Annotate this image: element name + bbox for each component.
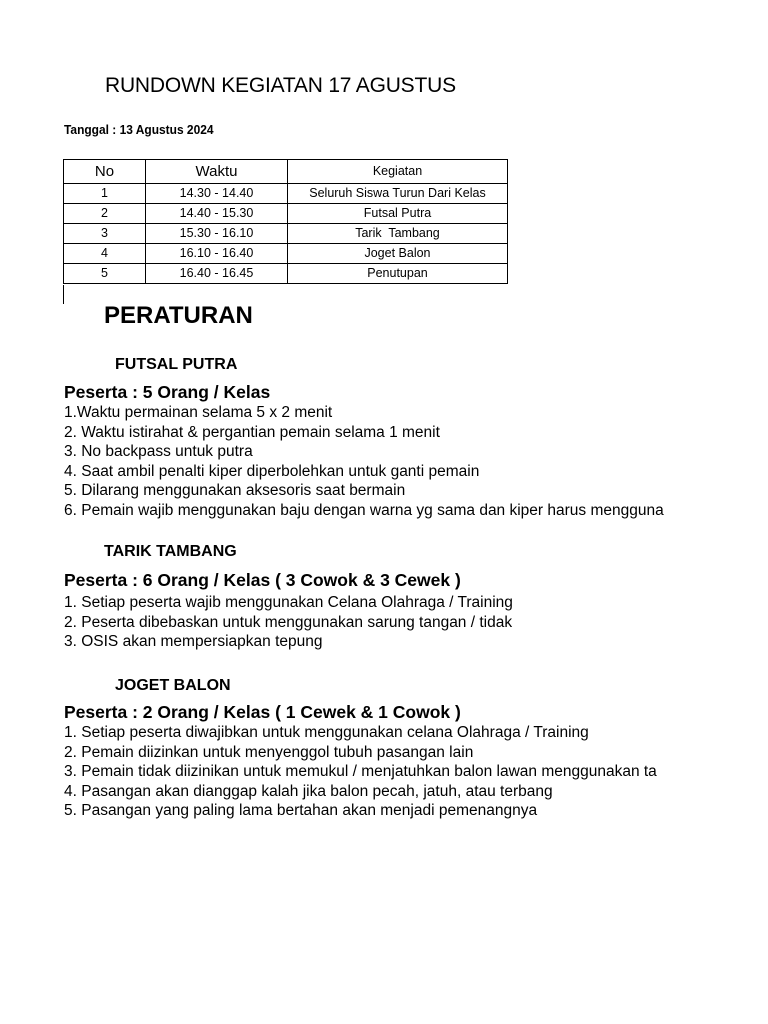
cell-no: 1 <box>64 184 146 204</box>
header-kegiatan: Kegiatan <box>288 160 508 184</box>
cell-kegiatan: Joget Balon <box>288 244 508 264</box>
rule-item: 5. Pasangan yang paling lama bertahan akan menjadi pemenangnya <box>64 802 538 819</box>
cell-waktu: 14.40 - 15.30 <box>146 204 288 224</box>
rule-item: 2. Pemain diizinkan untuk menyenggol tubuh pasangan lain <box>64 743 474 761</box>
cell-no: 5 <box>64 264 146 284</box>
rundown-table <box>63 159 508 284</box>
table-header-row <box>64 160 508 184</box>
cell-waktu: 14.30 - 14.40 <box>146 184 288 204</box>
joget-peserta: Peserta : 2 Orang / Kelas ( 1 Cewek & 1 Cowok ) <box>64 702 461 722</box>
cell-kegiatan: Tarik Tambang <box>288 224 508 244</box>
tarik-peserta: Peserta : 6 Orang / Kelas ( 3 Cowok & 3 Cewek ) <box>64 570 461 590</box>
rule-item: 2. Waktu istirahat & pergantian pemain selama 1 menit <box>64 423 440 441</box>
cell-no: 2 <box>64 204 146 224</box>
cell-no: 4 <box>64 244 146 264</box>
joget-heading: JOGET BALON <box>115 677 231 694</box>
rule-item: 3. OSIS akan mempersiapkan tepung <box>64 633 323 650</box>
document-title: RUNDOWN KEGIATAN 17 AGUSTUS <box>105 74 456 97</box>
cell-kegiatan: Seluruh Siswa Turun Dari Kelas <box>288 184 508 204</box>
rule-item: 3. No backpass untuk putra <box>64 443 253 460</box>
tarik-heading: TARIK TAMBANG <box>104 543 237 560</box>
futsal-peserta: Peserta : 5 Orang / Kelas <box>64 382 271 402</box>
rule-item: 1. Setiap peserta wajib menggunakan Celana Olahraga / Training <box>64 594 513 611</box>
table-row <box>64 244 508 264</box>
header-no: No <box>64 160 146 184</box>
rule-item: 1. Setiap peserta diwajibkan untuk menggunakan celana Olahraga / Training <box>64 724 589 741</box>
table-edge-line <box>63 285 64 304</box>
cell-waktu: 16.10 - 16.40 <box>146 244 288 264</box>
rule-item: 4. Pasangan akan dianggap kalah jika balon pecah, jatuh, atau terbang <box>64 782 553 800</box>
rule-item: 1.Waktu permainan selama 5 x 2 menit <box>64 404 333 421</box>
table-row <box>64 264 508 284</box>
joget-rules <box>64 723 684 821</box>
cell-no: 3 <box>64 224 146 244</box>
cell-waktu: 16.40 - 16.45 <box>146 264 288 284</box>
date-line: Tanggal : 13 Agustus 2024 <box>64 122 214 137</box>
table-row <box>64 184 508 204</box>
cell-waktu: 15.30 - 16.10 <box>146 224 288 244</box>
rule-item: 5. Dilarang menggunakan aksesoris saat bermain <box>64 482 406 499</box>
cell-kegiatan: Futsal Putra <box>288 204 508 224</box>
rule-item: 6. Pemain wajib menggunakan baju dengan warna yg sama dan kiper harus mengguna <box>64 501 664 519</box>
rule-item: 2. Peserta dibebaskan untuk menggunakan sarung tangan / tidak <box>64 613 513 631</box>
futsal-heading: FUTSAL PUTRA <box>115 356 238 373</box>
tarik-rules <box>64 593 684 652</box>
rule-item: 3. Pemain tidak diizinikan untuk memukul / menjatuhkan balon lawan menggunakan ta <box>64 763 657 780</box>
table-row <box>64 224 508 244</box>
cell-kegiatan: Penutupan <box>288 264 508 284</box>
rule-item: 4. Saat ambil penalti kiper diperbolehkan untuk ganti pemain <box>64 462 480 480</box>
table-row <box>64 204 508 224</box>
peraturan-heading: PERATURAN <box>104 302 253 329</box>
header-waktu: Waktu <box>146 160 288 184</box>
futsal-rules <box>64 403 684 520</box>
